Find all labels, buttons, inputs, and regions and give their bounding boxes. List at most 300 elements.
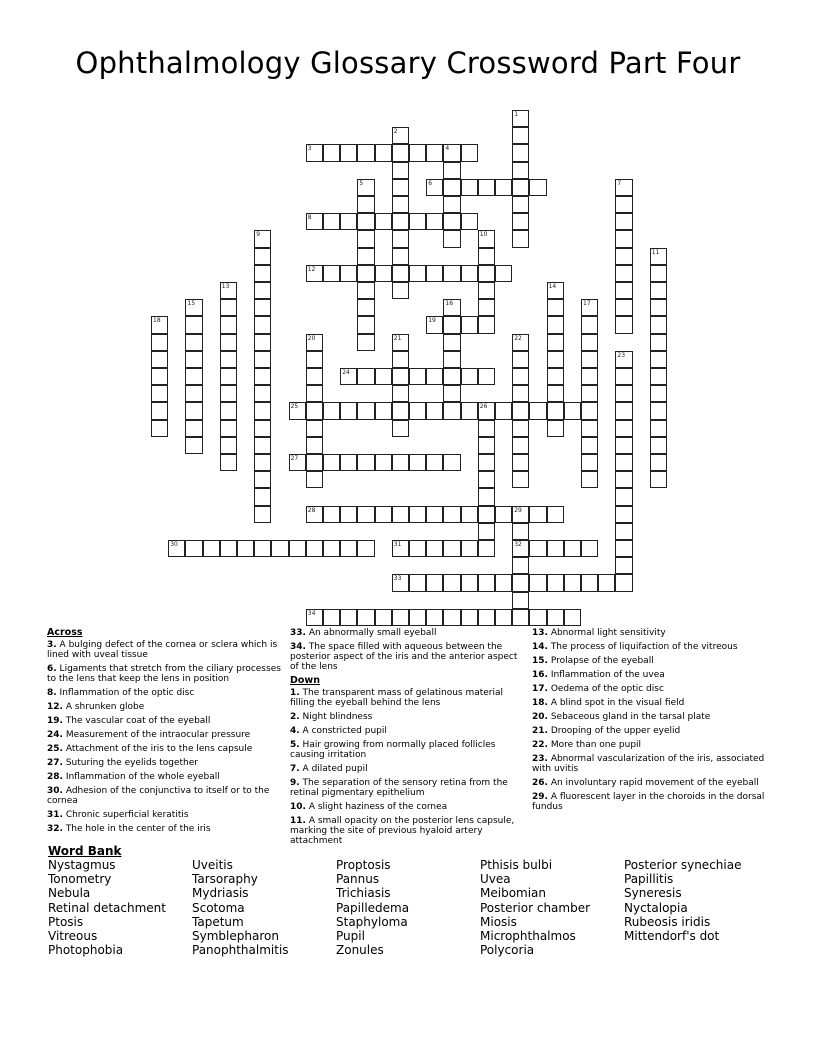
grid-cell[interactable] — [306, 402, 323, 419]
grid-cell[interactable] — [615, 196, 632, 213]
grid-cell[interactable] — [357, 282, 374, 299]
grid-cell[interactable] — [392, 420, 409, 437]
grid-cell[interactable] — [564, 609, 581, 626]
grid-cell[interactable] — [443, 574, 460, 591]
grid-cell[interactable] — [306, 506, 323, 523]
grid-cell[interactable] — [357, 213, 374, 230]
grid-cell[interactable] — [650, 351, 667, 368]
grid-cell[interactable] — [512, 368, 529, 385]
grid-cell[interactable] — [615, 488, 632, 505]
grid-cell[interactable] — [512, 420, 529, 437]
grid-cell[interactable] — [306, 540, 323, 557]
grid-cell[interactable] — [426, 402, 443, 419]
grid-cell[interactable] — [409, 540, 426, 557]
grid-cell[interactable] — [254, 368, 271, 385]
grid-cell[interactable] — [615, 282, 632, 299]
grid-cell[interactable] — [375, 402, 392, 419]
grid-cell[interactable] — [306, 471, 323, 488]
grid-cell[interactable] — [392, 368, 409, 385]
grid-cell[interactable] — [220, 540, 237, 557]
grid-cell[interactable] — [461, 368, 478, 385]
grid-cell[interactable] — [426, 574, 443, 591]
grid-cell[interactable] — [357, 454, 374, 471]
grid-cell[interactable] — [547, 316, 564, 333]
grid-cell[interactable] — [357, 402, 374, 419]
grid-cell[interactable] — [495, 574, 512, 591]
grid-cell[interactable] — [615, 316, 632, 333]
grid-cell[interactable] — [478, 437, 495, 454]
grid-cell[interactable] — [512, 162, 529, 179]
grid-cell[interactable] — [392, 162, 409, 179]
grid-cell[interactable] — [220, 368, 237, 385]
grid-cell[interactable] — [512, 402, 529, 419]
grid-cell[interactable] — [392, 282, 409, 299]
grid-cell[interactable] — [340, 265, 357, 282]
grid-cell[interactable] — [443, 334, 460, 351]
grid-cell[interactable] — [323, 265, 340, 282]
grid-cell[interactable] — [512, 351, 529, 368]
grid-cell[interactable] — [478, 230, 495, 247]
grid-cell[interactable] — [443, 609, 460, 626]
grid-cell[interactable] — [409, 609, 426, 626]
grid-cell[interactable] — [478, 420, 495, 437]
grid-cell[interactable] — [409, 213, 426, 230]
grid-cell[interactable] — [340, 144, 357, 161]
grid-cell[interactable] — [392, 230, 409, 247]
grid-cell[interactable] — [581, 540, 598, 557]
grid-cell[interactable] — [512, 334, 529, 351]
grid-cell[interactable] — [323, 506, 340, 523]
grid-cell[interactable] — [443, 454, 460, 471]
grid-cell[interactable] — [615, 523, 632, 540]
grid-cell[interactable] — [185, 385, 202, 402]
grid-cell[interactable] — [254, 402, 271, 419]
grid-cell[interactable] — [547, 609, 564, 626]
grid-cell[interactable] — [392, 506, 409, 523]
grid-cell[interactable] — [443, 213, 460, 230]
grid-cell[interactable] — [581, 437, 598, 454]
grid-cell[interactable] — [615, 454, 632, 471]
grid-cell[interactable] — [151, 368, 168, 385]
grid-cell[interactable] — [306, 368, 323, 385]
grid-cell[interactable] — [581, 471, 598, 488]
grid-cell[interactable] — [409, 144, 426, 161]
grid-cell[interactable] — [547, 385, 564, 402]
grid-cell[interactable] — [512, 385, 529, 402]
grid-cell[interactable] — [340, 454, 357, 471]
grid-cell[interactable] — [185, 368, 202, 385]
grid-cell[interactable] — [512, 196, 529, 213]
grid-cell[interactable] — [375, 454, 392, 471]
grid-cell[interactable] — [512, 454, 529, 471]
grid-cell[interactable] — [185, 351, 202, 368]
grid-cell[interactable] — [306, 385, 323, 402]
grid-cell[interactable] — [443, 506, 460, 523]
grid-cell[interactable] — [306, 351, 323, 368]
grid-cell[interactable] — [426, 540, 443, 557]
grid-cell[interactable] — [529, 609, 546, 626]
grid-cell[interactable] — [512, 540, 529, 557]
grid-cell[interactable] — [151, 334, 168, 351]
grid-cell[interactable] — [254, 351, 271, 368]
grid-cell[interactable] — [495, 506, 512, 523]
grid-cell[interactable] — [495, 265, 512, 282]
grid-cell[interactable] — [375, 506, 392, 523]
grid-cell[interactable] — [461, 402, 478, 419]
grid-cell[interactable] — [254, 282, 271, 299]
grid-cell[interactable] — [615, 299, 632, 316]
grid-cell[interactable] — [443, 196, 460, 213]
grid-cell[interactable] — [478, 402, 495, 419]
grid-cell[interactable] — [478, 282, 495, 299]
grid-cell[interactable] — [478, 248, 495, 265]
grid-cell[interactable] — [461, 316, 478, 333]
grid-cell[interactable] — [340, 540, 357, 557]
grid-cell[interactable] — [443, 299, 460, 316]
grid-cell[interactable] — [478, 506, 495, 523]
grid-cell[interactable] — [392, 127, 409, 144]
grid-cell[interactable] — [306, 213, 323, 230]
grid-cell[interactable] — [615, 248, 632, 265]
grid-cell[interactable] — [426, 368, 443, 385]
grid-cell[interactable] — [650, 471, 667, 488]
grid-cell[interactable] — [185, 334, 202, 351]
grid-cell[interactable] — [357, 368, 374, 385]
grid-cell[interactable] — [254, 506, 271, 523]
grid-cell[interactable] — [598, 574, 615, 591]
grid-cell[interactable] — [323, 213, 340, 230]
grid-cell[interactable] — [512, 144, 529, 161]
grid-cell[interactable] — [426, 179, 443, 196]
grid-cell[interactable] — [443, 162, 460, 179]
grid-cell[interactable] — [512, 179, 529, 196]
grid-cell[interactable] — [306, 334, 323, 351]
grid-cell[interactable] — [289, 540, 306, 557]
grid-cell[interactable] — [151, 316, 168, 333]
grid-cell[interactable] — [289, 454, 306, 471]
grid-cell[interactable] — [581, 316, 598, 333]
grid-cell[interactable] — [426, 213, 443, 230]
grid-cell[interactable] — [185, 540, 202, 557]
grid-cell[interactable] — [254, 316, 271, 333]
grid-cell[interactable] — [512, 437, 529, 454]
grid-cell[interactable] — [615, 179, 632, 196]
grid-cell[interactable] — [392, 248, 409, 265]
grid-cell[interactable] — [443, 230, 460, 247]
grid-cell[interactable] — [547, 368, 564, 385]
grid-cell[interactable] — [650, 248, 667, 265]
grid-cell[interactable] — [426, 265, 443, 282]
grid-cell[interactable] — [185, 299, 202, 316]
grid-cell[interactable] — [495, 609, 512, 626]
grid-cell[interactable] — [581, 420, 598, 437]
grid-cell[interactable] — [151, 351, 168, 368]
grid-cell[interactable] — [220, 437, 237, 454]
grid-cell[interactable] — [461, 213, 478, 230]
grid-cell[interactable] — [220, 316, 237, 333]
grid-cell[interactable] — [581, 351, 598, 368]
grid-cell[interactable] — [357, 316, 374, 333]
grid-cell[interactable] — [306, 609, 323, 626]
grid-cell[interactable] — [409, 506, 426, 523]
grid-cell[interactable] — [615, 213, 632, 230]
grid-cell[interactable] — [547, 540, 564, 557]
grid-cell[interactable] — [357, 179, 374, 196]
grid-cell[interactable] — [529, 506, 546, 523]
grid-cell[interactable] — [254, 299, 271, 316]
grid-cell[interactable] — [615, 230, 632, 247]
grid-cell[interactable] — [220, 351, 237, 368]
grid-cell[interactable] — [254, 488, 271, 505]
grid-cell[interactable] — [254, 334, 271, 351]
grid-cell[interactable] — [392, 351, 409, 368]
grid-cell[interactable] — [615, 420, 632, 437]
grid-cell[interactable] — [547, 420, 564, 437]
grid-cell[interactable] — [443, 316, 460, 333]
grid-cell[interactable] — [254, 471, 271, 488]
grid-cell[interactable] — [650, 437, 667, 454]
grid-cell[interactable] — [409, 265, 426, 282]
grid-cell[interactable] — [512, 609, 529, 626]
grid-cell[interactable] — [185, 420, 202, 437]
grid-cell[interactable] — [478, 540, 495, 557]
grid-cell[interactable] — [375, 213, 392, 230]
grid-cell[interactable] — [220, 454, 237, 471]
grid-cell[interactable] — [340, 213, 357, 230]
grid-cell[interactable] — [271, 540, 288, 557]
grid-cell[interactable] — [564, 402, 581, 419]
grid-cell[interactable] — [581, 385, 598, 402]
grid-cell[interactable] — [512, 574, 529, 591]
grid-cell[interactable] — [581, 334, 598, 351]
grid-cell[interactable] — [185, 437, 202, 454]
grid-cell[interactable] — [564, 540, 581, 557]
grid-cell[interactable] — [323, 144, 340, 161]
grid-cell[interactable] — [443, 179, 460, 196]
grid-cell[interactable] — [426, 144, 443, 161]
grid-cell[interactable] — [323, 454, 340, 471]
grid-cell[interactable] — [220, 385, 237, 402]
grid-cell[interactable] — [461, 574, 478, 591]
grid-cell[interactable] — [547, 299, 564, 316]
grid-cell[interactable] — [254, 230, 271, 247]
grid-cell[interactable] — [357, 334, 374, 351]
grid-cell[interactable] — [151, 385, 168, 402]
grid-cell[interactable] — [547, 574, 564, 591]
grid-cell[interactable] — [478, 368, 495, 385]
grid-cell[interactable] — [529, 574, 546, 591]
grid-cell[interactable] — [357, 230, 374, 247]
grid-cell[interactable] — [409, 368, 426, 385]
grid-cell[interactable] — [323, 402, 340, 419]
grid-cell[interactable] — [357, 506, 374, 523]
grid-cell[interactable] — [615, 368, 632, 385]
grid-cell[interactable] — [650, 265, 667, 282]
grid-cell[interactable] — [443, 385, 460, 402]
grid-cell[interactable] — [357, 248, 374, 265]
grid-cell[interactable] — [203, 540, 220, 557]
grid-cell[interactable] — [615, 471, 632, 488]
grid-cell[interactable] — [185, 402, 202, 419]
grid-cell[interactable] — [478, 316, 495, 333]
grid-cell[interactable] — [357, 196, 374, 213]
grid-cell[interactable] — [392, 402, 409, 419]
grid-cell[interactable] — [306, 437, 323, 454]
grid-cell[interactable] — [529, 179, 546, 196]
grid-cell[interactable] — [392, 574, 409, 591]
grid-cell[interactable] — [461, 265, 478, 282]
grid-cell[interactable] — [650, 299, 667, 316]
grid-cell[interactable] — [426, 454, 443, 471]
grid-cell[interactable] — [512, 592, 529, 609]
grid-cell[interactable] — [650, 334, 667, 351]
grid-cell[interactable] — [547, 402, 564, 419]
grid-cell[interactable] — [357, 609, 374, 626]
grid-cell[interactable] — [375, 265, 392, 282]
grid-cell[interactable] — [615, 437, 632, 454]
grid-cell[interactable] — [357, 144, 374, 161]
grid-cell[interactable] — [357, 540, 374, 557]
grid-cell[interactable] — [443, 144, 460, 161]
grid-cell[interactable] — [615, 385, 632, 402]
grid-cell[interactable] — [254, 265, 271, 282]
grid-cell[interactable] — [547, 351, 564, 368]
grid-cell[interactable] — [151, 420, 168, 437]
grid-cell[interactable] — [495, 179, 512, 196]
grid-cell[interactable] — [512, 127, 529, 144]
grid-cell[interactable] — [615, 351, 632, 368]
grid-cell[interactable] — [323, 609, 340, 626]
grid-cell[interactable] — [650, 402, 667, 419]
grid-cell[interactable] — [564, 574, 581, 591]
grid-cell[interactable] — [581, 454, 598, 471]
grid-cell[interactable] — [547, 282, 564, 299]
grid-cell[interactable] — [426, 609, 443, 626]
grid-cell[interactable] — [340, 506, 357, 523]
grid-cell[interactable] — [478, 299, 495, 316]
grid-cell[interactable] — [461, 506, 478, 523]
grid-cell[interactable] — [392, 334, 409, 351]
grid-cell[interactable] — [254, 437, 271, 454]
grid-cell[interactable] — [289, 402, 306, 419]
grid-cell[interactable] — [306, 454, 323, 471]
grid-cell[interactable] — [220, 282, 237, 299]
grid-cell[interactable] — [254, 248, 271, 265]
grid-cell[interactable] — [650, 282, 667, 299]
grid-cell[interactable] — [340, 402, 357, 419]
grid-cell[interactable] — [168, 540, 185, 557]
grid-cell[interactable] — [443, 402, 460, 419]
grid-cell[interactable] — [650, 368, 667, 385]
grid-cell[interactable] — [392, 213, 409, 230]
grid-cell[interactable] — [426, 506, 443, 523]
grid-cell[interactable] — [340, 609, 357, 626]
grid-cell[interactable] — [478, 574, 495, 591]
grid-cell[interactable] — [254, 454, 271, 471]
grid-cell[interactable] — [547, 506, 564, 523]
grid-cell[interactable] — [581, 368, 598, 385]
grid-cell[interactable] — [512, 213, 529, 230]
grid-cell[interactable] — [650, 454, 667, 471]
grid-cell[interactable] — [392, 144, 409, 161]
grid-cell[interactable] — [461, 609, 478, 626]
grid-cell[interactable] — [375, 609, 392, 626]
grid-cell[interactable] — [529, 402, 546, 419]
grid-cell[interactable] — [650, 420, 667, 437]
grid-cell[interactable] — [529, 540, 546, 557]
grid-cell[interactable] — [443, 540, 460, 557]
grid-cell[interactable] — [650, 316, 667, 333]
grid-cell[interactable] — [357, 265, 374, 282]
grid-cell[interactable] — [478, 179, 495, 196]
grid-cell[interactable] — [461, 540, 478, 557]
grid-cell[interactable] — [443, 265, 460, 282]
grid-cell[interactable] — [478, 523, 495, 540]
grid-cell[interactable] — [512, 230, 529, 247]
grid-cell[interactable] — [426, 316, 443, 333]
grid-cell[interactable] — [306, 265, 323, 282]
grid-cell[interactable] — [581, 402, 598, 419]
grid-cell[interactable] — [461, 144, 478, 161]
grid-cell[interactable] — [478, 454, 495, 471]
grid-cell[interactable] — [220, 420, 237, 437]
grid-cell[interactable] — [392, 385, 409, 402]
grid-cell[interactable] — [375, 368, 392, 385]
grid-cell[interactable] — [392, 265, 409, 282]
grid-cell[interactable] — [478, 265, 495, 282]
grid-cell[interactable] — [254, 540, 271, 557]
grid-cell[interactable] — [615, 557, 632, 574]
grid-cell[interactable] — [547, 334, 564, 351]
grid-cell[interactable] — [443, 351, 460, 368]
grid-cell[interactable] — [237, 540, 254, 557]
grid-cell[interactable] — [461, 179, 478, 196]
grid-cell[interactable] — [220, 334, 237, 351]
grid-cell[interactable] — [409, 574, 426, 591]
grid-cell[interactable] — [185, 316, 202, 333]
grid-cell[interactable] — [392, 454, 409, 471]
grid-cell[interactable] — [615, 540, 632, 557]
grid-cell[interactable] — [409, 454, 426, 471]
grid-cell[interactable] — [254, 385, 271, 402]
grid-cell[interactable] — [443, 368, 460, 385]
grid-cell[interactable] — [512, 471, 529, 488]
grid-cell[interactable] — [615, 265, 632, 282]
grid-cell[interactable] — [581, 574, 598, 591]
grid-cell[interactable] — [151, 402, 168, 419]
grid-cell[interactable] — [495, 402, 512, 419]
grid-cell[interactable] — [512, 523, 529, 540]
grid-cell[interactable] — [512, 557, 529, 574]
grid-cell[interactable] — [306, 144, 323, 161]
grid-cell[interactable] — [581, 299, 598, 316]
grid-cell[interactable] — [392, 540, 409, 557]
grid-cell[interactable] — [478, 609, 495, 626]
grid-cell[interactable] — [220, 299, 237, 316]
grid-cell[interactable] — [512, 506, 529, 523]
grid-cell[interactable] — [357, 299, 374, 316]
grid-cell[interactable] — [409, 402, 426, 419]
grid-cell[interactable] — [512, 110, 529, 127]
grid-cell[interactable] — [375, 144, 392, 161]
grid-cell[interactable] — [254, 420, 271, 437]
grid-cell[interactable] — [615, 402, 632, 419]
grid-cell[interactable] — [392, 179, 409, 196]
grid-cell[interactable] — [615, 506, 632, 523]
grid-cell[interactable] — [650, 385, 667, 402]
grid-cell[interactable] — [306, 420, 323, 437]
grid-cell[interactable] — [478, 471, 495, 488]
